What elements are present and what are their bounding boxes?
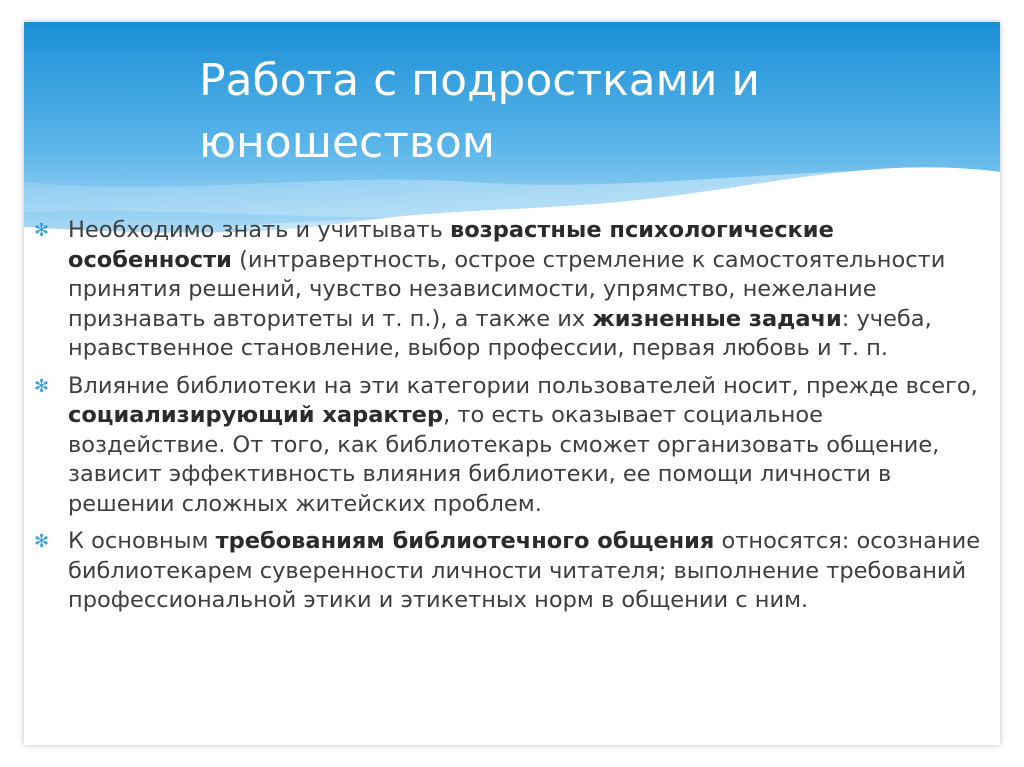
bullet-item-communication-requirements xyxy=(34,527,984,616)
bullet-emphasis: жизненные задачи xyxy=(592,305,842,332)
bullet-text: , то есть оказывает социальное воздействие. От того, как библиотекарь сможет организовать общение, зависит эффективность влияния библиотеки, ее помощи личности в решении сложных житейских проблем. xyxy=(68,402,940,517)
bullet-emphasis: возрастные психологические особенности xyxy=(68,217,834,273)
bullet-text: Необходимо знать и учитывать xyxy=(68,217,450,243)
bullet-emphasis: требованиям библиотечного общения xyxy=(215,528,715,554)
bullet-text: К основным xyxy=(68,528,216,554)
bullet-text: относятся: осознание библиотекарем суверенности личности читателя; выполнение требований профессиональной этики и этикетных норм в общении с ним. xyxy=(68,528,981,613)
bullet-emphasis: социализирующий характер xyxy=(68,402,444,428)
asterisk-bullet-icon: ✻ xyxy=(34,220,50,241)
content-area xyxy=(34,216,984,624)
bullet-text: Влияние библиотеки на эти категории пользователей носит, прежде всего, xyxy=(68,372,978,399)
bullet-item-age-features xyxy=(34,216,984,364)
bullet-item-library-influence xyxy=(34,372,984,520)
bullet-text: : учеба, нравственное становление, выбор профессии, первая любовь и т. п. xyxy=(68,305,932,361)
bullet-text: (интравертность, острое стремление к самостоятельности принятия решений, чувство независимости, упрямство, нежелание признавать авторитеты и т. п.), а также их xyxy=(68,246,946,332)
slide xyxy=(24,22,1000,745)
asterisk-bullet-icon: ✻ xyxy=(34,531,50,552)
bullet-list xyxy=(34,216,984,616)
asterisk-bullet-icon: ✻ xyxy=(34,375,50,397)
slide-title: Работа с подростками и юношеством xyxy=(199,55,760,168)
